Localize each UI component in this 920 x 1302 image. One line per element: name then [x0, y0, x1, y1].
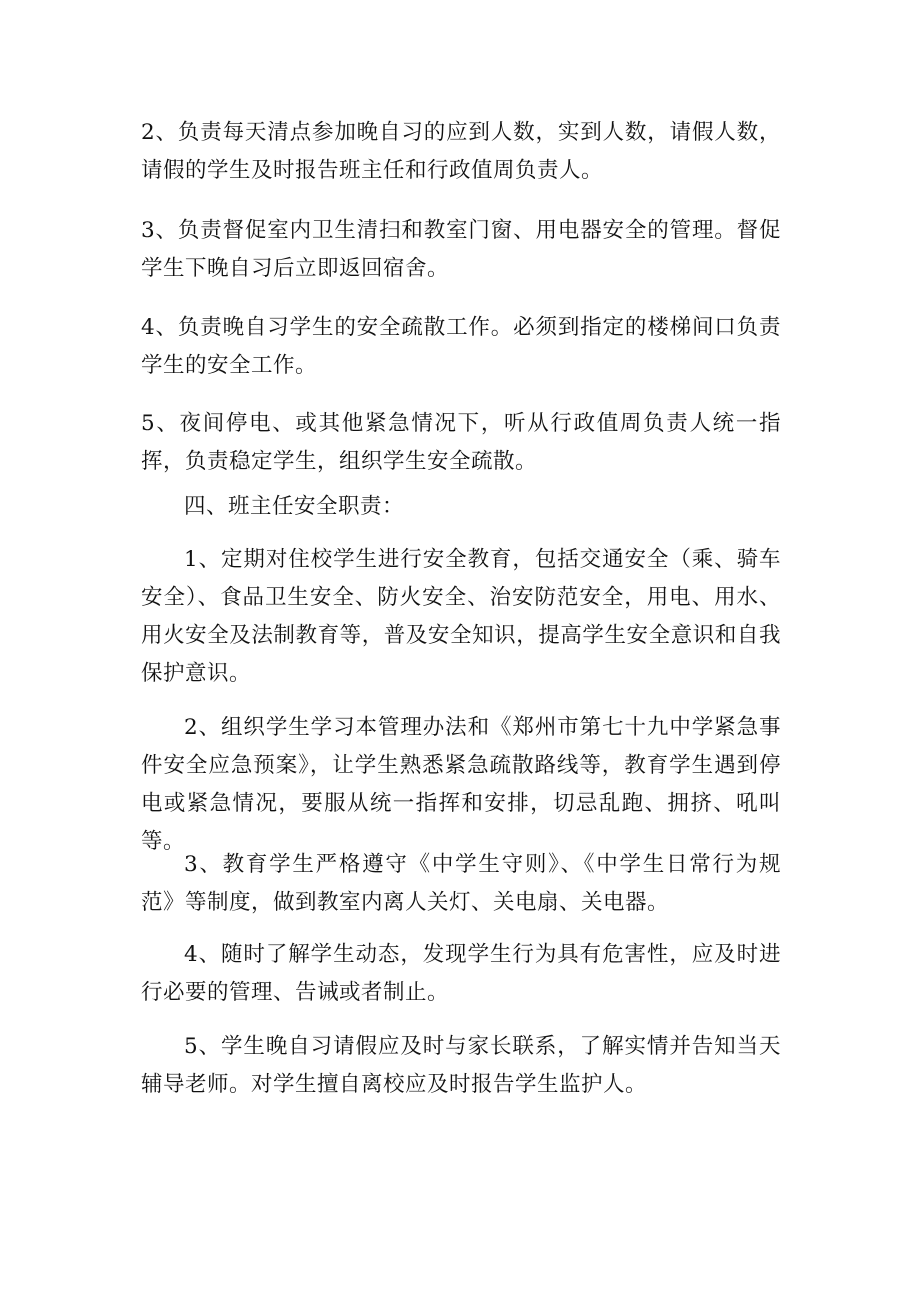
paragraph-head-teacher-4: 4、随时了解学生动态，发现学生行为具有危害性，应及时进行必要的管理、告诫或者制止。 — [141, 942, 781, 1005]
paragraph-head-teacher-2: 2、组织学生学习本管理办法和《郑州市第七十九中学紧急事件安全应急预案》，让学生熟悉紧急疏散路线等，教育学生遇到停电或紧急情况，要服从统一指挥和安排，切忌乱跑、拥挤、吼叫等。 — [141, 715, 781, 854]
paragraph-head-teacher-1: 1、定期对住校学生进行安全教育，包括交通安全（乘、骑车安全）、食品卫生安全、防火安全、治安防范安全，用电、用水、用火安全及法制教育等，普及安全知识，提高学生安全意识和自我保护意识。 — [141, 547, 781, 686]
paragraph-duty-4: 4、负责晚自习学生的安全疏散工作。必须到指定的楼梯间口负责学生的安全工作。 — [141, 315, 781, 378]
section-heading-head-teacher: 四、班主任安全职责： — [184, 494, 405, 519]
paragraph-head-teacher-3: 3、教育学生严格遵守《中学生守则》、《中学生日常行为规范》等制度，做到教室内离人关灯、关电扇、关电器。 — [141, 852, 781, 915]
paragraph-duty-2: 2、负责每天清点参加晚自习的应到人数，实到人数，请假人数，请假的学生及时报告班主任和行政值周负责人。 — [141, 120, 781, 183]
paragraph-head-teacher-5: 5、学生晚自习请假应及时与家长联系，了解实情并告知当天辅导老师。对学生擅自离校应及时报告学生监护人。 — [141, 1034, 781, 1097]
paragraph-duty-5: 5、夜间停电、或其他紧急情况下，听从行政值周负责人统一指挥，负责稳定学生，组织学生安全疏散。 — [141, 411, 781, 474]
paragraph-duty-3: 3、负责督促室内卫生清扫和教室门窗、用电器安全的管理。督促学生下晚自习后立即返回宿舍。 — [141, 218, 781, 281]
